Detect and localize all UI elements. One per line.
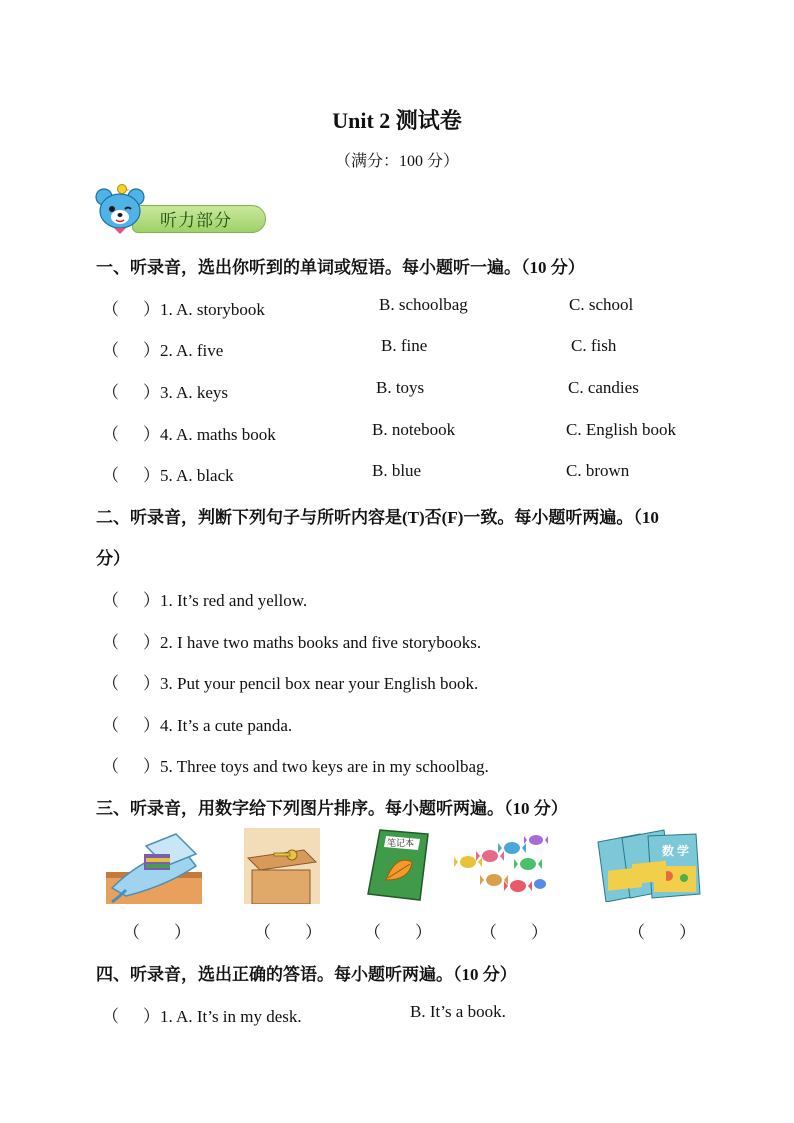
s1-q1-option-a: ）1. A. storybook — [143, 300, 265, 319]
s1-q4-option-b: B. notebook — [372, 420, 456, 439]
maths-books-picture — [596, 828, 702, 902]
s2-q5-sentence: ）5. Three toys and two keys are in my schoolbag. — [143, 757, 489, 776]
s2-q3-sentence: ）3. Put your pencil box near your English book. — [143, 674, 479, 693]
page-subtitle: （满分：100 分） — [334, 153, 459, 170]
s2-q4-sentence: ）4. It’s a cute panda. — [143, 716, 293, 735]
answer-paren: （ — [102, 591, 119, 610]
maths-books-icon — [596, 828, 702, 902]
s2-q2-sentence: ）2. I have two maths books and five storybooks. — [143, 633, 482, 652]
section4-heading: 四、听录音，选出正确的答语。每小题听两遍。（10 分） — [96, 965, 517, 984]
s4-q1-option-b: B. It’s a book. — [410, 1002, 506, 1021]
s1-q1-option-b: B. schoolbag — [379, 295, 468, 314]
answer-paren: （ — [102, 425, 119, 444]
answer-paren: （ — [102, 466, 119, 485]
section2-heading-cont: 分） — [96, 549, 130, 568]
s1-q3-option-a: ）3. A. keys — [143, 383, 228, 402]
section1-heading: 一、听录音，选出你听到的单词或短语。每小题听一遍。（10 分） — [96, 258, 585, 277]
s1-q5-option-c: C. brown — [566, 461, 630, 480]
section3-heading: 三、听录音，用数字给下列图片排序。每小题听两遍。（10 分） — [96, 799, 568, 818]
s1-q3-option-c: C. candies — [568, 378, 639, 397]
answer-paren: （ — [102, 341, 119, 360]
answer-paren: （ — [102, 757, 119, 776]
maths-book-label: 数学 — [662, 844, 693, 858]
s1-q2-option-a: ）2. A. five — [143, 341, 224, 360]
s1-q2-option-c: C. fish — [571, 336, 617, 355]
s1-q5-option-a: ）5. A. black — [143, 466, 234, 485]
candies-picture — [454, 832, 554, 900]
answer-paren: （ — [102, 1007, 119, 1026]
answer-paren: （ — [102, 633, 119, 652]
picture3-answer-blank: （ ） — [364, 923, 432, 942]
listening-section-banner — [92, 183, 266, 235]
notebook-cover-label: 笔记本 — [387, 839, 415, 849]
answer-paren: （ — [102, 674, 119, 693]
s1-q2-option-b: B. fine — [381, 336, 428, 355]
picture1-answer-blank: （ ） — [123, 923, 191, 942]
bear-mascot-icon — [92, 183, 156, 235]
answer-paren: （ — [102, 300, 119, 319]
s4-q1-option-a: ）1. A. It’s in my desk. — [143, 1007, 302, 1026]
notebook-picture — [364, 828, 434, 902]
section2-heading: 二、听录音，判断下列句子与所听内容是(T)否(F)一致。每小题听两遍。（10 — [96, 508, 659, 527]
s1-q3-option-b: B. toys — [376, 378, 425, 397]
banner-label: 听力部分 — [160, 211, 232, 231]
picture4-answer-blank: （ ） — [480, 923, 548, 942]
s1-q4-option-a: ）4. A. maths book — [143, 425, 276, 444]
schoolbag-picture — [106, 828, 202, 904]
picture5-answer-blank: （ ） — [628, 923, 696, 942]
picture2-answer-blank: （ ） — [254, 923, 322, 942]
answer-paren: （ — [102, 383, 119, 402]
key-picture — [244, 828, 320, 904]
s1-q4-option-c: C. English book — [566, 420, 677, 439]
s1-q5-option-b: B. blue — [372, 461, 422, 480]
s2-q1-sentence: ）1. It’s red and yellow. — [143, 591, 308, 610]
candy-icon — [454, 835, 548, 892]
answer-paren: （ — [102, 716, 119, 735]
page-title: Unit 2 测试卷 — [332, 108, 462, 133]
s1-q1-option-c: C. school — [569, 295, 634, 314]
